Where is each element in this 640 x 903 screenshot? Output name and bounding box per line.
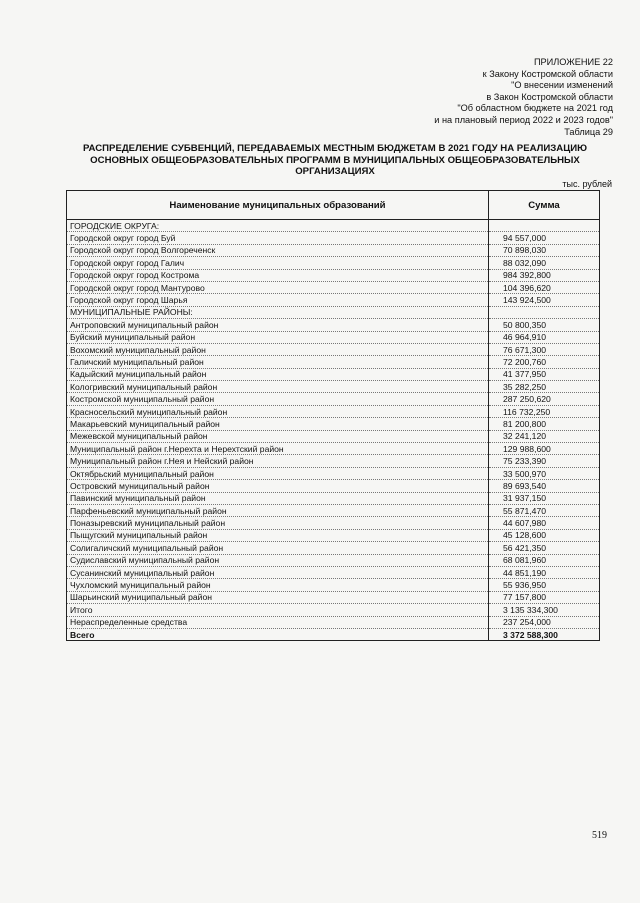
table-row bbox=[67, 591, 600, 603]
header-line: "О внесении изменений bbox=[511, 80, 613, 91]
header-line: ПРИЛОЖЕНИЕ 22 bbox=[533, 57, 613, 67]
municipality-name: Городской округ город Буй bbox=[67, 232, 489, 244]
header-line: в Закон Костромской области bbox=[486, 91, 613, 102]
municipality-name: Кадыйский муниципальный район bbox=[67, 368, 489, 380]
subvention-amount: 45 128,600 bbox=[489, 529, 600, 541]
table-row bbox=[67, 269, 600, 281]
subvention-amount: 44 851,190 bbox=[489, 566, 600, 578]
appendix-header bbox=[434, 57, 613, 138]
table-row bbox=[67, 331, 600, 343]
municipality-name: Пыщугский муниципальный район bbox=[67, 529, 489, 541]
table-row bbox=[67, 319, 600, 331]
table-row bbox=[67, 418, 600, 430]
municipality-name: Макарьевский муниципальный район bbox=[67, 418, 489, 430]
table-row bbox=[67, 604, 600, 616]
table-header-row bbox=[67, 191, 600, 220]
table-row bbox=[67, 343, 600, 355]
subvention-amount: 31 937,150 bbox=[489, 492, 600, 504]
municipality-name: Судиславский муниципальный район bbox=[67, 554, 489, 566]
subvention-amount: 3 135 334,300 bbox=[489, 604, 600, 616]
municipality-name: Павинский муниципальный район bbox=[67, 492, 489, 504]
subvention-amount: 94 557,000 bbox=[489, 232, 600, 244]
subvention-amount: 129 988,600 bbox=[489, 443, 600, 455]
subvention-amount: 55 936,950 bbox=[489, 579, 600, 591]
municipality-name: Буйский муниципальный район bbox=[67, 331, 489, 343]
table-row bbox=[67, 529, 600, 541]
subvention-amount: 72 200,760 bbox=[489, 356, 600, 368]
subvention-table bbox=[66, 190, 600, 641]
municipality-name: Галичский муниципальный район bbox=[67, 356, 489, 368]
subvention-amount: 46 964,910 bbox=[489, 331, 600, 343]
table-row bbox=[67, 220, 600, 232]
subvention-amount: 287 250,620 bbox=[489, 393, 600, 405]
municipality-name: Солигаличский муниципальный район bbox=[67, 542, 489, 554]
table-row bbox=[67, 368, 600, 380]
header-line: "Об областном бюджете на 2021 год bbox=[457, 103, 613, 114]
municipality-name: ГОРОДСКИЕ ОКРУГА: bbox=[67, 220, 489, 232]
subvention-amount: 237 254,000 bbox=[489, 616, 600, 628]
subvention-amount: 41 377,950 bbox=[489, 368, 600, 380]
table-row bbox=[67, 542, 600, 554]
subvention-amount: 88 032,090 bbox=[489, 257, 600, 269]
municipality-name: Итого bbox=[67, 604, 489, 616]
municipality-name: Муниципальный район г.Нерехта и Нерехтский район bbox=[67, 443, 489, 455]
subvention-amount: 35 282,250 bbox=[489, 381, 600, 393]
subvention-amount: 33 500,970 bbox=[489, 467, 600, 479]
subvention-amount: 32 241,120 bbox=[489, 430, 600, 442]
municipality-name: Городской округ город Мантурово bbox=[67, 281, 489, 293]
municipality-name: Межевской муниципальный район bbox=[67, 430, 489, 442]
table-number: Таблица 29 bbox=[564, 126, 613, 137]
municipality-name: Муниципальный район г.Нея и Нейский район bbox=[67, 455, 489, 467]
subvention-amount: 75 233,390 bbox=[489, 455, 600, 467]
table-row bbox=[67, 306, 600, 318]
municipality-name: Красносельский муниципальный район bbox=[67, 405, 489, 417]
table-row bbox=[67, 281, 600, 293]
subvention-amount: 50 800,350 bbox=[489, 319, 600, 331]
column-header-amount: Сумма bbox=[489, 191, 600, 220]
table-row bbox=[67, 430, 600, 442]
table-row bbox=[67, 356, 600, 368]
unit-label: тыс. рублей bbox=[562, 179, 612, 189]
table-row bbox=[67, 480, 600, 492]
subvention-amount: 89 693,540 bbox=[489, 480, 600, 492]
municipality-name: Шарьинский муниципальный район bbox=[67, 591, 489, 603]
page-number: 519 bbox=[592, 830, 607, 841]
municipality-name: Вохомский муниципальный район bbox=[67, 343, 489, 355]
table-row bbox=[67, 628, 600, 640]
municipality-name: Чухломский муниципальный район bbox=[67, 579, 489, 591]
municipality-name: Городской округ город Волгореченск bbox=[67, 244, 489, 256]
municipality-name: Октябрьский муниципальный район bbox=[67, 467, 489, 479]
table-row bbox=[67, 566, 600, 578]
table-row bbox=[67, 294, 600, 306]
table-body bbox=[67, 220, 600, 641]
municipality-name: Городской округ город Шарья bbox=[67, 294, 489, 306]
subvention-amount bbox=[489, 306, 600, 318]
table-row bbox=[67, 232, 600, 244]
municipality-name: Городской округ город Кострома bbox=[67, 269, 489, 281]
header-line: к Закону Костромской области bbox=[482, 68, 613, 79]
subvention-amount: 116 732,250 bbox=[489, 405, 600, 417]
subvention-amount: 984 392,800 bbox=[489, 269, 600, 281]
table-row bbox=[67, 405, 600, 417]
municipality-name: Сусанинский муниципальный район bbox=[67, 566, 489, 578]
subvention-amount: 44 607,980 bbox=[489, 517, 600, 529]
header-line: и на плановый период 2022 и 2023 годов" bbox=[434, 114, 613, 125]
subvention-amount: 3 372 588,300 bbox=[489, 628, 600, 640]
subvention-amount: 77 157,800 bbox=[489, 591, 600, 603]
subvention-amount: 104 396,620 bbox=[489, 281, 600, 293]
municipality-name: Всего bbox=[67, 628, 489, 640]
table-row bbox=[67, 455, 600, 467]
table-row bbox=[67, 467, 600, 479]
municipality-name: МУНИЦИПАЛЬНЫЕ РАЙОНЫ: bbox=[67, 306, 489, 318]
table-row bbox=[67, 443, 600, 455]
document-title: РАСПРЕДЕЛЕНИЕ СУБВЕНЦИЙ, ПЕРЕДАВАЕМЫХ МЕСТНЫМ БЮДЖЕТАМ В 2021 ГОДУ НА РЕАЛИЗАЦИЮ ОСНОВНЫХ ОБЩЕОБРАЗОВАТЕЛЬНЫХ ПРОГРАММ В МУНИЦИПАЛЬНЫХ ОБЩЕОБРАЗОВАТЕЛЬНЫХ ОРГАНИЗАЦИЯХ bbox=[82, 143, 588, 178]
table-row bbox=[67, 579, 600, 591]
table-row bbox=[67, 554, 600, 566]
municipality-name: Парфеньевский муниципальный район bbox=[67, 504, 489, 516]
column-header-name: Наименование муниципальных образований bbox=[67, 191, 489, 220]
table-row bbox=[67, 393, 600, 405]
subvention-amount: 70 898,030 bbox=[489, 244, 600, 256]
subvention-amount bbox=[489, 220, 600, 232]
table-row bbox=[67, 616, 600, 628]
table-row bbox=[67, 517, 600, 529]
municipality-name: Городской округ город Галич bbox=[67, 257, 489, 269]
subvention-amount: 55 871,470 bbox=[489, 504, 600, 516]
subvention-amount: 56 421,350 bbox=[489, 542, 600, 554]
municipality-name: Нераспределенные средства bbox=[67, 616, 489, 628]
table-row bbox=[67, 257, 600, 269]
table-row bbox=[67, 504, 600, 516]
municipality-name: Костромской муниципальный район bbox=[67, 393, 489, 405]
subvention-amount: 68 081,960 bbox=[489, 554, 600, 566]
municipality-name: Антроповский муниципальный район bbox=[67, 319, 489, 331]
municipality-name: Поназыревский муниципальный район bbox=[67, 517, 489, 529]
municipality-name: Островский муниципальный район bbox=[67, 480, 489, 492]
subvention-amount: 81 200,800 bbox=[489, 418, 600, 430]
table-row bbox=[67, 381, 600, 393]
subvention-amount: 143 924,500 bbox=[489, 294, 600, 306]
municipality-name: Кологривский муниципальный район bbox=[67, 381, 489, 393]
table-row bbox=[67, 492, 600, 504]
subvention-amount: 76 671,300 bbox=[489, 343, 600, 355]
table-row bbox=[67, 244, 600, 256]
